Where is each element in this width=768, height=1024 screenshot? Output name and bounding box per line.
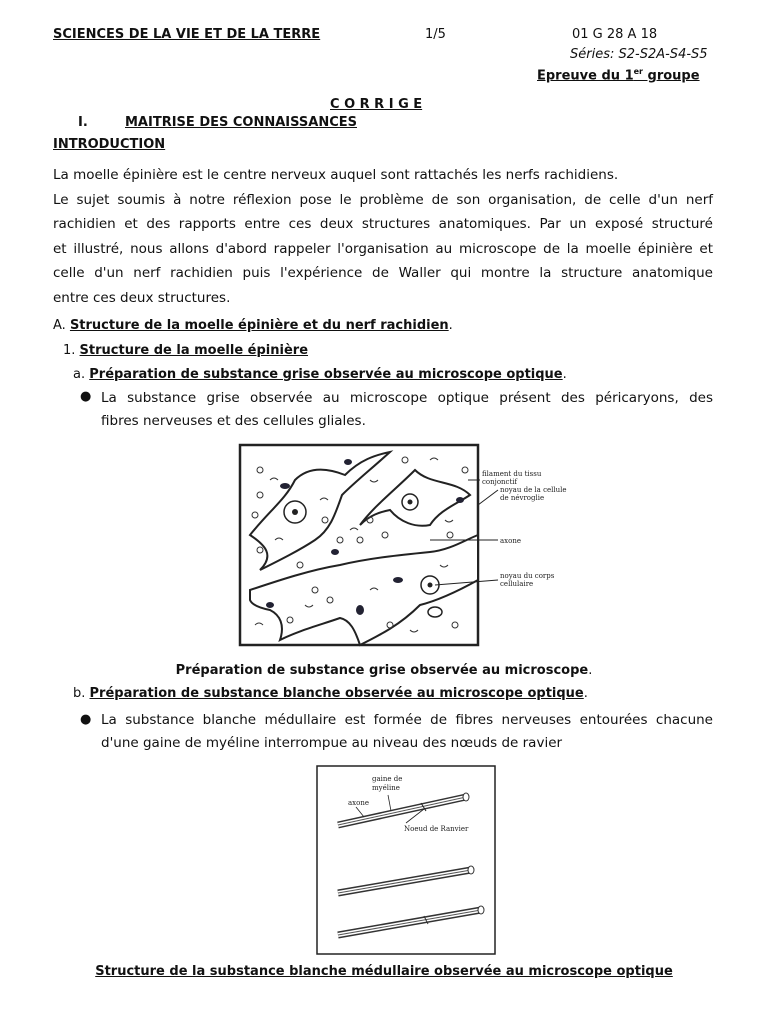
section-1-prefix: 1. (63, 343, 76, 358)
glial-nucleus (331, 549, 339, 555)
figure1-caption-text: Préparation de substance grise observée au microscope (175, 663, 589, 678)
intro-line: et illustré, nous allons d'abord rappeler l'organisation au microscope de la moelle épinière et (53, 240, 713, 257)
bullet2-line: d'une gaine de myéline interrompue au niveau des nœuds de ravier (101, 735, 563, 751)
glial-nucleus (344, 459, 352, 465)
label-filament: filament du tissu (482, 470, 542, 478)
bullet2-text (101, 709, 713, 755)
nucleolus (428, 583, 433, 588)
series: Séries: S2-S2A-S4-S5 (570, 47, 708, 62)
section-a-a-suffix: . (562, 367, 567, 382)
section-1-heading (63, 343, 308, 358)
intro-line: Le sujet soumis à notre réflexion pose le problème de son organisation, de celle d'un nerf (53, 191, 713, 208)
epreuve-text-end: groupe (643, 68, 700, 84)
section-a-suffix: . (448, 318, 453, 333)
section-a-label: Structure de la moelle épinière et du nerf rachidien (69, 318, 449, 333)
section-a-b-suffix: . (583, 686, 588, 701)
label-glie-2: de névroglie (500, 494, 545, 502)
section-a-b-prefix: b. (73, 686, 86, 701)
intro-line: La moelle épinière est le centre nerveux auquel sont rattachés les nerfs rachidiens. (53, 167, 619, 183)
intro-heading: INTRODUCTION (53, 137, 166, 152)
bullet-dot: ● (80, 712, 92, 727)
label-glie: noyau de la cellule (500, 486, 567, 494)
section-a-a-heading (73, 367, 567, 382)
bullet1-text (101, 387, 713, 433)
gray-matter-figure (230, 440, 567, 652)
glial-nucleus (456, 497, 464, 503)
nucleolus (292, 509, 298, 515)
part-title: MAITRISE DES CONNAISSANCES (125, 115, 357, 130)
part-number: I. (78, 115, 88, 130)
glial-nucleus (393, 577, 403, 583)
intro-line: entre ces deux structures. (53, 289, 231, 306)
bullet2-line: La substance blanche médullaire est formée de fibres nerveuses entourées chacune (101, 712, 713, 728)
glial-nucleus (266, 602, 274, 608)
intro-paragraph (53, 163, 713, 310)
label-filament-2: conjonctif (482, 478, 518, 486)
intro-line: rachidien et des rapports entre ces deux structures anatomiques. Par un exposé structuré (53, 216, 713, 232)
section-a-b-label: Préparation de substance blanche observée au microscope optique (89, 686, 584, 701)
section-a-prefix: A. (53, 318, 66, 333)
glial-nucleus (356, 605, 364, 615)
bullet1-line: fibres nerveuses et des cellules gliales. (101, 413, 366, 429)
nucleolus (408, 500, 413, 505)
exam-code: 01 G 28 A 18 (572, 27, 658, 42)
figure1-caption-suffix: . (588, 663, 593, 678)
label-corps: noyau du corps (500, 572, 555, 580)
bullet-dot: ● (80, 389, 92, 404)
label-noeud: Noeud de Ranvier (404, 825, 469, 833)
section-a-a-prefix: a. (73, 367, 86, 382)
page-number: 1/5 (425, 27, 446, 42)
label-gaine-2: myéline (372, 784, 400, 792)
label-axone: axone (348, 799, 369, 807)
label-gaine: gaine de (372, 775, 403, 783)
figure2-caption: Structure de la substance blanche médullaire observée au microscope optique (95, 964, 673, 979)
bullet1-line: La substance grise observée au microscope optique présent des péricaryons, des (101, 390, 713, 406)
intro-line: celle d'un nerf rachidien puis l'expérience de Waller qui montre la structure anatomique (53, 265, 713, 281)
glial-nucleus (280, 483, 290, 489)
figure1-caption (0, 663, 768, 678)
section-1-label: Structure de la moelle épinière (79, 343, 309, 358)
section-a-b-heading (73, 686, 588, 701)
subject-title: SCIENCES DE LA VIE ET DE LA TERRE (53, 27, 321, 42)
epreuve-sup: er (633, 67, 643, 76)
epreuve (537, 67, 700, 83)
section-a-a-label: Préparation de substance grise observée au microscope optique (89, 367, 563, 382)
label-corps-2: cellulaire (500, 580, 534, 588)
white-matter-figure (316, 765, 496, 955)
section-a-heading (53, 318, 453, 333)
document-title: C O R R I G E (330, 97, 423, 112)
epreuve-text: Epreuve du 1 (537, 68, 634, 84)
label-axone: axone (500, 537, 521, 545)
